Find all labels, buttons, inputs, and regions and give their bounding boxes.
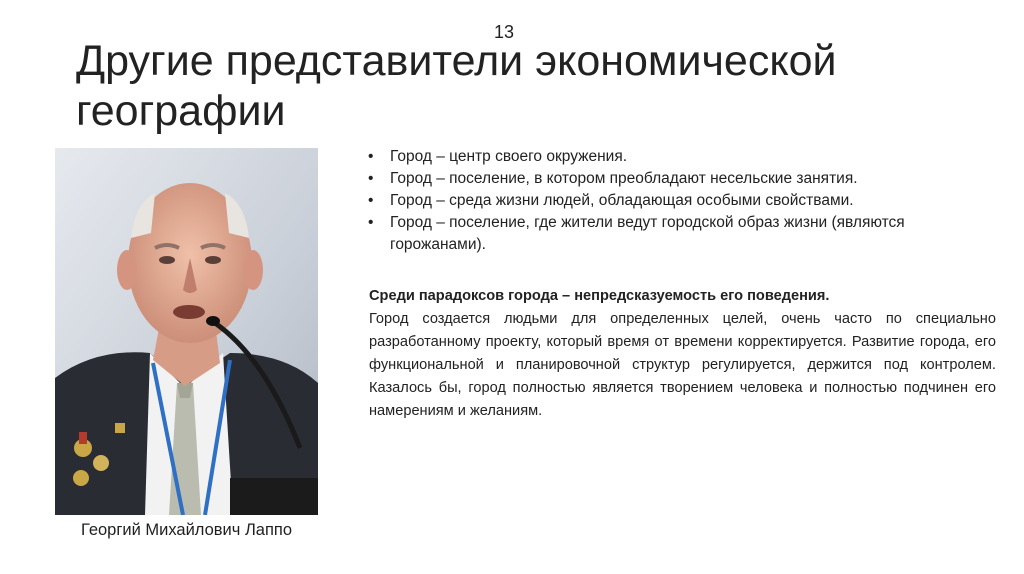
- bullet-icon: •: [368, 192, 374, 209]
- portrait-photo: [55, 148, 318, 515]
- paragraph-body: Город создается людьми для определенных целей, очень часто по специально разработанному проекту, который время от времени корректируется. Развитие города, его функциональной и планировочной структур регулируется, держится под контролем. Казалось бы, город полностью является творением человека и полностью подчинен его намерениям и желаниям.: [369, 311, 996, 419]
- bullet-icon: •: [368, 170, 374, 187]
- list-item: [366, 168, 996, 190]
- portrait-illustration: [55, 148, 318, 515]
- slide-title: Другие представители экономической географии: [76, 37, 837, 135]
- list-item: [366, 146, 996, 168]
- photo-caption: Георгий Михайлович Лаппо: [80, 521, 293, 539]
- list-item: [366, 212, 996, 256]
- list-item-text: Город – центр своего окружения.: [390, 148, 628, 165]
- paradox-paragraph: [369, 285, 996, 423]
- list-item-text: Город – поселение, где жители ведут городской образ жизни (являются горожанами).: [390, 214, 905, 253]
- slide-number: 13: [493, 22, 515, 42]
- list-item-text: Город – среда жизни людей, обладающая особыми свойствами.: [390, 192, 854, 209]
- definition-list: [366, 146, 996, 256]
- list-item: [366, 190, 996, 212]
- paragraph-heading: Среди парадоксов города – непредсказуемость его поведения.: [369, 288, 830, 304]
- list-item-text: Город – поселение, в котором преобладают несельские занятия.: [390, 170, 858, 187]
- bullet-icon: •: [368, 214, 374, 231]
- bullet-icon: •: [368, 148, 374, 165]
